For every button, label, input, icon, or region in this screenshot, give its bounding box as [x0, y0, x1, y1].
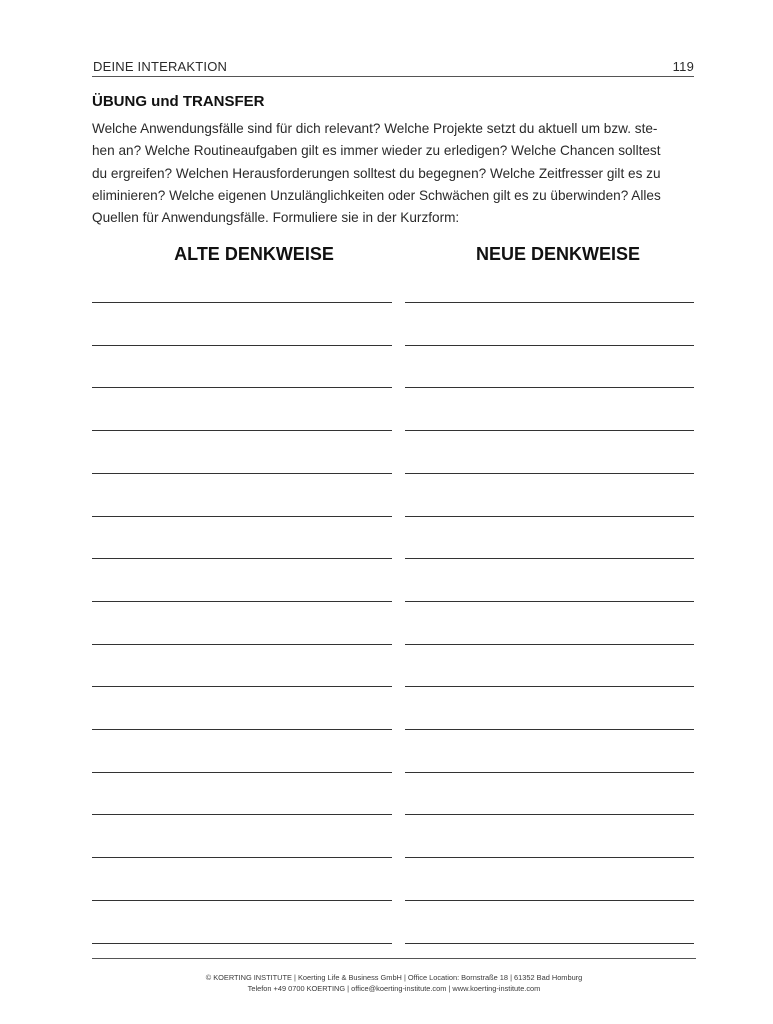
footer-divider: [92, 958, 696, 959]
right-writing-line[interactable]: [405, 857, 694, 858]
right-writing-line[interactable]: [405, 302, 694, 303]
left-writing-line[interactable]: [92, 430, 392, 431]
left-writing-line[interactable]: [92, 601, 392, 602]
right-writing-line[interactable]: [405, 345, 694, 346]
footer-address: © KOERTING INSTITUTE | Koerting Life & Business GmbH | Office Location: Bornstraße 18 | 61352 Bad Homburg: [205, 973, 583, 982]
right-writing-line[interactable]: [405, 558, 694, 559]
left-writing-line[interactable]: [92, 900, 392, 901]
page-footer: [92, 972, 696, 994]
intro-line: du ergreifen? Welchen Herausforderungen solltest du begegnen? Welche Zeitfresser gilt es zu: [92, 165, 661, 181]
left-writing-line[interactable]: [92, 473, 392, 474]
footer-contact: Telefon +49 0700 KOERTING | office@koerting-institute.com | www.koerting-institute.com: [247, 984, 541, 993]
left-writing-line[interactable]: [92, 943, 392, 944]
left-writing-line[interactable]: [92, 644, 392, 645]
right-writing-line[interactable]: [405, 516, 694, 517]
left-writing-line[interactable]: [92, 302, 392, 303]
exercise-heading: ÜBUNG und TRANSFER: [92, 93, 265, 110]
intro-line: hen an? Welche Routineaufgaben gilt es immer wieder zu erledigen? Welche Chancen solltest: [92, 143, 661, 159]
page-number: 119: [672, 59, 694, 74]
left-writing-line[interactable]: [92, 729, 392, 730]
right-writing-line[interactable]: [405, 814, 694, 815]
left-writing-line[interactable]: [92, 686, 392, 687]
left-writing-line[interactable]: [92, 558, 392, 559]
right-writing-line[interactable]: [405, 729, 694, 730]
right-writing-line[interactable]: [405, 943, 694, 944]
section-title: DEINE INTERAKTION: [93, 59, 228, 74]
column-title-new-thinking: NEUE DENKWEISE: [475, 244, 641, 264]
intro-line: Welche Anwendungsfälle sind für dich relevant? Welche Projekte setzt du aktuell um bzw. ste-: [92, 121, 658, 136]
left-writing-line[interactable]: [92, 772, 392, 773]
column-title-old-thinking: ALTE DENKWEISE: [174, 244, 334, 264]
left-writing-line[interactable]: [92, 516, 392, 517]
right-writing-line[interactable]: [405, 601, 694, 602]
right-writing-line[interactable]: [405, 686, 694, 687]
right-writing-line[interactable]: [405, 644, 694, 645]
right-writing-line[interactable]: [405, 900, 694, 901]
intro-line: eliminieren? Welche eigenen Unzulänglichkeiten oder Schwächen gilt es zu überwinden? Alles: [92, 187, 661, 203]
right-writing-line[interactable]: [405, 430, 694, 431]
right-writing-line[interactable]: [405, 387, 694, 388]
left-writing-line[interactable]: [92, 387, 392, 388]
right-writing-line[interactable]: [405, 473, 694, 474]
intro-line: Quellen für Anwendungsfälle. Formuliere sie in der Kurzform:: [92, 210, 460, 226]
left-writing-line[interactable]: [92, 345, 392, 346]
right-writing-line[interactable]: [405, 772, 694, 773]
left-writing-line[interactable]: [92, 814, 392, 815]
left-writing-line[interactable]: [92, 857, 392, 858]
